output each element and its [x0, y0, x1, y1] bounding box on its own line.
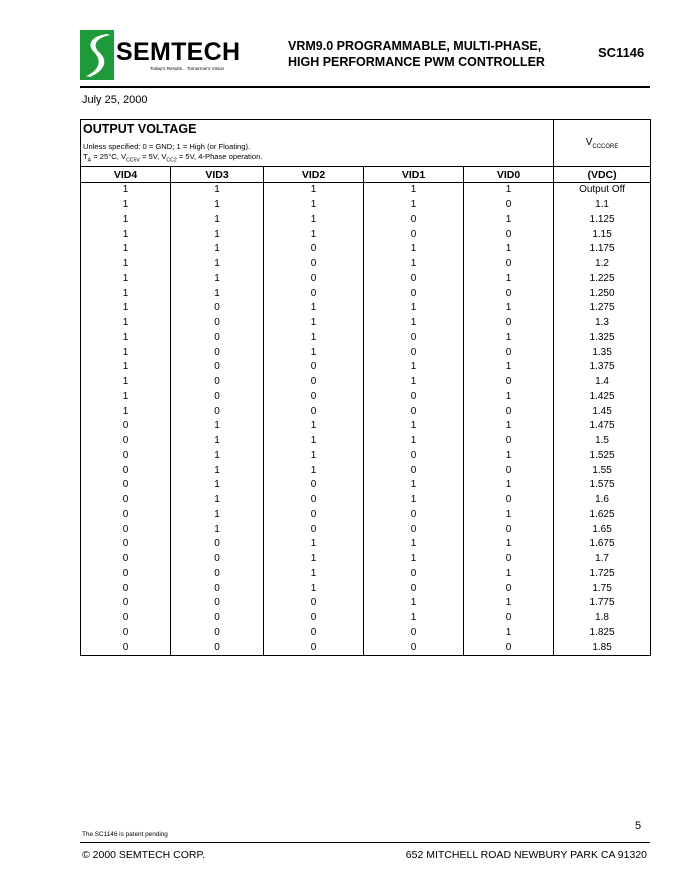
table-cell: 0: [81, 640, 171, 655]
table-cell: 0: [364, 272, 464, 287]
table-cell: 0: [264, 242, 364, 257]
page-number: 5: [635, 820, 642, 832]
table-row: [81, 257, 651, 272]
table-cell: 1.825: [554, 626, 651, 641]
table-cell: 1: [264, 198, 364, 213]
table-cell: 0: [81, 596, 171, 611]
table-cell: 1: [264, 567, 364, 582]
table-cell: 1: [364, 375, 464, 390]
column-header: VID4: [81, 167, 171, 183]
table-cell: 1.250: [554, 286, 651, 301]
document-date: July 25, 2000: [82, 94, 148, 106]
conditions-line2: $T_A = 25^\circ C$, $V_{CC5V} = 5V$, $V_{CC2} = 5V$, 4-Phase operation.: [83, 152, 263, 164]
column-header: (VDC): [554, 167, 651, 183]
table-cell: 0: [364, 463, 464, 478]
table-row: [81, 463, 651, 478]
table-cell: 0: [171, 581, 264, 596]
table-cell: 1: [364, 257, 464, 272]
table-title: OUTPUT VOLTAGE: [83, 122, 197, 136]
table-row: [81, 449, 651, 464]
table-cell: 1: [81, 286, 171, 301]
table-cell: 0: [264, 272, 364, 287]
table-cell: 1.15: [554, 227, 651, 242]
table-row: [81, 404, 651, 419]
table-cell: 1: [171, 198, 264, 213]
table-cell: 1: [464, 626, 554, 641]
table-cell: 1.75: [554, 581, 651, 596]
table-row: [81, 567, 651, 582]
table-row: [81, 581, 651, 596]
table-cell: 0: [264, 286, 364, 301]
table-row: [81, 537, 651, 552]
table-cell: 0: [464, 552, 554, 567]
conditions-line1: Unless specified: 0 = GND; 1 = High (or Floating).: [83, 142, 251, 151]
table-cell: 0: [81, 449, 171, 464]
table-cell: 1.475: [554, 419, 651, 434]
table-cell: 0: [171, 301, 264, 316]
logo-wordmark: SEMTECH: [116, 38, 241, 66]
table-cell: 0: [464, 257, 554, 272]
semtech-logo: [80, 30, 280, 82]
table-row: [81, 301, 651, 316]
table-cell: 1: [171, 522, 264, 537]
table-cell: 1.775: [554, 596, 651, 611]
table-row: [81, 493, 651, 508]
table-cell: 0: [81, 478, 171, 493]
table-row: [81, 375, 651, 390]
vccore-header: $V_{CCCORE}$: [554, 120, 651, 167]
table-cell: 1: [464, 360, 554, 375]
table-cell: 0: [364, 404, 464, 419]
table-cell: 1.7: [554, 552, 651, 567]
table-cell: 1: [81, 257, 171, 272]
table-row: [81, 198, 651, 213]
table-cell: 0: [464, 227, 554, 242]
table-cell: 0: [171, 552, 264, 567]
table-cell: 0: [264, 390, 364, 405]
table-cell: 0: [464, 198, 554, 213]
table-cell: 0: [364, 286, 464, 301]
table-cell: 1: [171, 227, 264, 242]
table-cell: 1: [464, 449, 554, 464]
table-cell: 1.4: [554, 375, 651, 390]
table-row: [81, 508, 651, 523]
table-cell: 1: [264, 316, 364, 331]
table-cell: 1.275: [554, 301, 651, 316]
table-cell: 1: [171, 272, 264, 287]
table-cell: 1: [264, 434, 364, 449]
table-cell: 1: [464, 213, 554, 228]
table-cell: 1: [81, 375, 171, 390]
table-cell: 1: [171, 449, 264, 464]
table-cell: 0: [364, 345, 464, 360]
table-cell: 1: [264, 463, 364, 478]
part-number: SC1146: [598, 45, 645, 60]
table-cell: 1: [364, 434, 464, 449]
table-cell: 1: [264, 581, 364, 596]
table-cell: 1: [364, 183, 464, 198]
table-cell: 0: [464, 434, 554, 449]
table-cell: 0: [264, 360, 364, 375]
company-address: 652 MITCHELL ROAD NEWBURY PARK CA 91320: [405, 849, 647, 861]
table-cell: 1: [264, 213, 364, 228]
table-cell: 0: [171, 640, 264, 655]
table-cell: 1: [464, 419, 554, 434]
output-voltage-table: [80, 119, 651, 656]
table-cell: 0: [171, 611, 264, 626]
table-cell: 0: [364, 227, 464, 242]
table-title-row: [81, 120, 651, 167]
table-cell: 1.375: [554, 360, 651, 375]
table-cell: 0: [171, 316, 264, 331]
table-cell: 1: [464, 331, 554, 346]
table-cell: 0: [81, 567, 171, 582]
table-cell: 0: [81, 537, 171, 552]
table-cell: 0: [364, 331, 464, 346]
table-row: [81, 360, 651, 375]
table-row: [81, 183, 651, 198]
table-cell: 0: [464, 345, 554, 360]
table-cell: 0: [364, 567, 464, 582]
table-cell: 1: [81, 183, 171, 198]
table-cell: 0: [264, 375, 364, 390]
table-cell: 1: [464, 301, 554, 316]
table-cell: 0: [171, 537, 264, 552]
table-body: [81, 183, 651, 656]
table-cell: 1.3: [554, 316, 651, 331]
table-cell: 0: [364, 390, 464, 405]
table-cell: 0: [464, 611, 554, 626]
table-cell: 1: [364, 242, 464, 257]
table-cell: 0: [264, 257, 364, 272]
table-row: [81, 611, 651, 626]
table-cell: 0: [171, 360, 264, 375]
column-header: VID2: [264, 167, 364, 183]
table-cell: 1: [464, 537, 554, 552]
table-cell: 1.525: [554, 449, 651, 464]
table-row: [81, 286, 651, 301]
table-cell: 1: [364, 419, 464, 434]
table-cell: 0: [464, 286, 554, 301]
table-cell: 0: [171, 345, 264, 360]
table-cell: 1.725: [554, 567, 651, 582]
table-cell: 1: [364, 301, 464, 316]
table-cell: 0: [364, 508, 464, 523]
table-row: [81, 227, 651, 242]
table-cell: 1: [81, 213, 171, 228]
table-cell: 1.325: [554, 331, 651, 346]
table-cell: 1: [464, 183, 554, 198]
table-cell: 1: [81, 316, 171, 331]
table-cell: 1.125: [554, 213, 651, 228]
table-cell: 1: [171, 286, 264, 301]
table-cell: 1: [464, 596, 554, 611]
table-row: [81, 626, 651, 641]
table-row: [81, 331, 651, 346]
document-title-line1: VRM9.0 PROGRAMMABLE, MULTI-PHASE,: [288, 39, 542, 53]
table-cell: 1: [264, 419, 364, 434]
table-cell: 1: [264, 537, 364, 552]
table-cell: 0: [81, 626, 171, 641]
table-cell: 0: [264, 493, 364, 508]
table-cell: 1: [464, 567, 554, 582]
table-cell: 0: [171, 626, 264, 641]
table-cell: 1: [264, 183, 364, 198]
table-cell: 1: [81, 331, 171, 346]
table-cell: 1: [81, 345, 171, 360]
table-cell: 1: [264, 449, 364, 464]
table-cell: 1.35: [554, 345, 651, 360]
table-cell: 0: [464, 316, 554, 331]
logo-tagline: Today's Results .. Tomorrow's Vision: [150, 66, 225, 71]
table-cell: 0: [464, 581, 554, 596]
table-cell: 1: [364, 493, 464, 508]
table-cell: 0: [264, 640, 364, 655]
table-cell: 1: [171, 434, 264, 449]
table-cell: 1: [264, 301, 364, 316]
copyright: © 2000 SEMTECH CORP.: [82, 849, 206, 861]
table-cell: 0: [464, 375, 554, 390]
table-cell: 1.6: [554, 493, 651, 508]
table-cell: 1: [364, 360, 464, 375]
table-cell: 0: [264, 611, 364, 626]
table-cell: 1: [81, 301, 171, 316]
table-cell: 1: [81, 242, 171, 257]
table-cell: 1.5: [554, 434, 651, 449]
table-cell: 1: [81, 227, 171, 242]
table-cell: 1.45: [554, 404, 651, 419]
table-cell: 1: [171, 183, 264, 198]
table-cell: 1: [171, 257, 264, 272]
table-cell: 1.625: [554, 508, 651, 523]
table-cell: 1.8: [554, 611, 651, 626]
table-cell: 0: [464, 640, 554, 655]
table-cell: 1: [81, 404, 171, 419]
table-row: [81, 242, 651, 257]
table-cell: 1: [464, 272, 554, 287]
table-cell: 0: [264, 522, 364, 537]
table-row: [81, 596, 651, 611]
patent-note: The SC1146 is patent pending: [82, 831, 168, 838]
table-cell: 0: [81, 419, 171, 434]
table-cell: 1.85: [554, 640, 651, 655]
table-cell: 0: [171, 596, 264, 611]
table-cell: 1: [264, 331, 364, 346]
table-row: [81, 552, 651, 567]
table-cell: 1: [171, 213, 264, 228]
table-cell: 1: [364, 552, 464, 567]
table-cell: 1.1: [554, 198, 651, 213]
table-row: [81, 390, 651, 405]
table-cell: 1: [364, 537, 464, 552]
table-cell: 0: [464, 522, 554, 537]
table-cell: 0: [264, 404, 364, 419]
table-cell: 1: [264, 227, 364, 242]
table-cell: 1.55: [554, 463, 651, 478]
table-row: [81, 419, 651, 434]
table-cell: 1: [171, 463, 264, 478]
table-cell: 1: [171, 493, 264, 508]
table-cell: 0: [171, 331, 264, 346]
table-cell: 1.65: [554, 522, 651, 537]
table-cell: 1: [464, 478, 554, 493]
column-header: VID3: [171, 167, 264, 183]
table-cell: 0: [464, 463, 554, 478]
table-row: [81, 345, 651, 360]
table-cell: 0: [364, 581, 464, 596]
table-cell: 1: [464, 242, 554, 257]
table-row: [81, 522, 651, 537]
table-row: [81, 640, 651, 655]
table-cell: 1.2: [554, 257, 651, 272]
table-cell: 0: [171, 567, 264, 582]
table-cell: 0: [81, 611, 171, 626]
table-cell: 1: [364, 316, 464, 331]
table-cell: 0: [364, 522, 464, 537]
header-divider: [80, 86, 650, 88]
table-cell: 0: [364, 449, 464, 464]
table-cell: 0: [171, 404, 264, 419]
table-cell: 0: [464, 493, 554, 508]
table-cell: 1: [171, 508, 264, 523]
table-cell: 0: [264, 596, 364, 611]
column-header-row: [81, 167, 651, 183]
table-cell: 0: [171, 375, 264, 390]
table-row: [81, 213, 651, 228]
table-row: [81, 478, 651, 493]
table-row: [81, 272, 651, 287]
document-title: [288, 38, 545, 70]
table-cell: 1: [81, 390, 171, 405]
table-cell: 0: [264, 626, 364, 641]
table-cell: Output Off: [554, 183, 651, 198]
table-cell: 0: [81, 552, 171, 567]
table-cell: 0: [81, 522, 171, 537]
semtech-logo-icon: [80, 30, 114, 80]
table-cell: 0: [81, 434, 171, 449]
table-cell: 1: [464, 508, 554, 523]
table-title-cell: [81, 120, 554, 167]
table-cell: 1: [81, 198, 171, 213]
table-cell: 0: [81, 508, 171, 523]
table-cell: 1.575: [554, 478, 651, 493]
table-cell: 1: [264, 345, 364, 360]
page-header: [80, 30, 653, 86]
table-cell: 0: [81, 493, 171, 508]
table-cell: 1.675: [554, 537, 651, 552]
table-cell: 1: [264, 552, 364, 567]
table-cell: 1.175: [554, 242, 651, 257]
table-cell: 0: [364, 640, 464, 655]
table-cell: 1: [364, 478, 464, 493]
table-cell: 0: [364, 213, 464, 228]
table-cell: 1: [364, 198, 464, 213]
table-cell: 1: [81, 272, 171, 287]
table-cell: 1: [364, 596, 464, 611]
table-row: [81, 316, 651, 331]
document-title-line2: HIGH PERFORMANCE PWM CONTROLLER: [288, 55, 545, 69]
table-row: [81, 434, 651, 449]
table-cell: 0: [464, 404, 554, 419]
table-cell: 1.425: [554, 390, 651, 405]
table-cell: 1: [171, 242, 264, 257]
table-cell: 1: [464, 390, 554, 405]
table-cell: 1: [81, 360, 171, 375]
table-cell: 1: [364, 611, 464, 626]
table-cell: 0: [264, 508, 364, 523]
column-header: VID0: [464, 167, 554, 183]
table-cell: 1: [171, 478, 264, 493]
table-cell: 1.225: [554, 272, 651, 287]
footer-divider: [80, 842, 650, 843]
column-header: VID1: [364, 167, 464, 183]
table-cell: 0: [264, 478, 364, 493]
table-cell: 0: [81, 463, 171, 478]
table-cell: 0: [364, 626, 464, 641]
table-cell: 1: [171, 419, 264, 434]
table-cell: 0: [81, 581, 171, 596]
table-cell: 0: [171, 390, 264, 405]
